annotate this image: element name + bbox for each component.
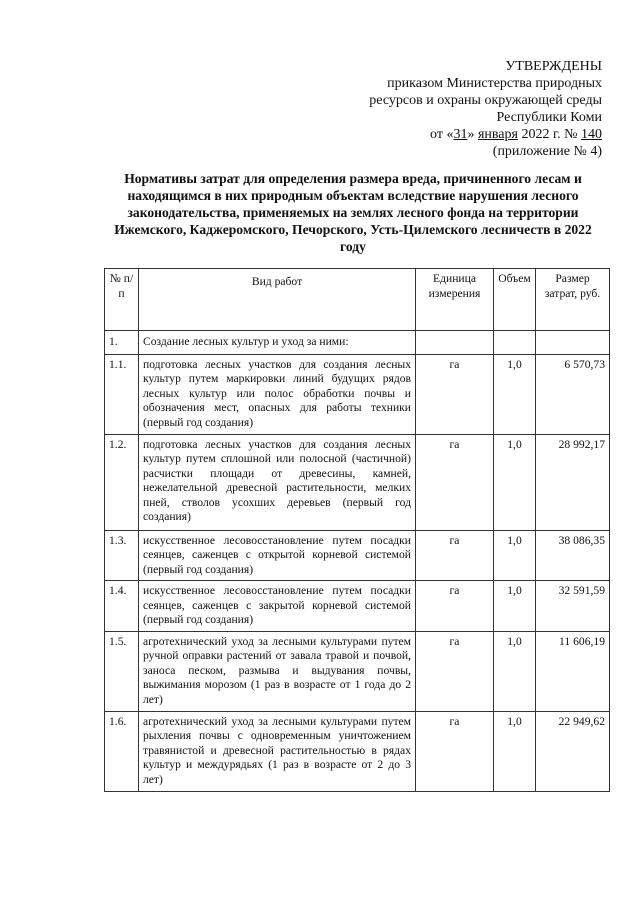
section-title: Создание лесных культур и уход за ними: xyxy=(139,331,416,355)
row-work: подготовка лесных участков для создания лесных культур путем маркировки линий будущих рядов лесных культур или полос обработки почвы и обозначения мест, опасных для работы техники (первый год создания) xyxy=(139,354,416,434)
header-work: Вид работ xyxy=(139,269,416,331)
row-cost: 22 949,62 xyxy=(536,711,610,791)
header-cost: Размер затрат, руб. xyxy=(536,269,610,331)
row-volume: 1,0 xyxy=(494,530,536,581)
row-work: агротехнический уход за лесными культурами путем рыхления почвы с одновременным уничтожением травянистой и древесной растительностью в рядах культур и междурядьях (1 раз в возрасте от 2 до 3 лет) xyxy=(139,711,416,791)
section-row xyxy=(105,331,610,355)
row-work: агротехнический уход за лесными культурами путем ручной оправки растений от завала травой и почвой, заноса песком, размыва и выдувания почвы, выжимания морозом (1 раз в возрасте от 1 года до 2 лет) xyxy=(139,631,416,711)
section-cost xyxy=(536,331,610,355)
row-work: искусственное лесовосстановление путем посадки сеянцев, саженцев с закрытой корневой системой (первый год создания) xyxy=(139,581,416,632)
table-row xyxy=(105,434,610,530)
approval-line-2: ресурсов и охраны окружающей среды xyxy=(369,93,602,108)
row-unit: га xyxy=(416,530,494,581)
row-cost: 6 570,73 xyxy=(536,354,610,434)
table-row xyxy=(105,711,610,791)
row-unit: га xyxy=(416,354,494,434)
approval-line-3: Республики Коми xyxy=(496,110,602,125)
norms-table xyxy=(104,268,610,792)
approval-line-1: приказом Министерства природных xyxy=(387,76,602,91)
row-volume: 1,0 xyxy=(494,354,536,434)
approval-block xyxy=(302,58,602,160)
approval-heading: УТВЕРЖДЕНЫ xyxy=(505,59,602,74)
row-cost: 11 606,19 xyxy=(536,631,610,711)
row-unit: га xyxy=(416,631,494,711)
appendix-note: (приложение № 4) xyxy=(492,144,602,159)
row-work: искусственное лесовосстановление путем посадки сеянцев, саженцев с открытой корневой системой (первый год создания) xyxy=(139,530,416,581)
row-volume: 1,0 xyxy=(494,581,536,632)
norms-table-wrapper xyxy=(104,268,609,792)
row-volume: 1,0 xyxy=(494,434,536,530)
table-row xyxy=(105,354,610,434)
header-unit: Единица измерения xyxy=(416,269,494,331)
document-title: Нормативы затрат для определения размера вреда, причиненного лесам и находящимся в них природным объектам вследствие нарушения лесного законодательства, применяемых на землях лесного фонда на территории Ижемского, Каджеромского, Печорского, Усть-Цилемского лесничеств в 2022 году xyxy=(114,171,592,254)
approval-date xyxy=(302,126,602,143)
row-cost: 28 992,17 xyxy=(536,434,610,530)
table-row xyxy=(105,530,610,581)
date-day: 31 xyxy=(453,127,468,142)
section-unit xyxy=(416,331,494,355)
date-prefix: от « xyxy=(430,127,454,142)
row-num: 1.3. xyxy=(105,530,139,581)
section-volume xyxy=(494,331,536,355)
row-unit: га xyxy=(416,581,494,632)
date-month: января xyxy=(477,127,518,142)
row-cost: 32 591,59 xyxy=(536,581,610,632)
row-num: 1.2. xyxy=(105,434,139,530)
row-work: подготовка лесных участков для создания лесных культур путем сплошной или полосной (частичной) расчистки площади от древесины, камней, нежелательной древесной растительности, мелких пней, стволов усохших деревьев (первый год создания) xyxy=(139,434,416,530)
row-cost: 38 086,35 xyxy=(536,530,610,581)
header-num: № п/п xyxy=(105,269,139,331)
section-num: 1. xyxy=(105,331,139,355)
date-mid: » xyxy=(467,127,478,142)
row-num: 1.6. xyxy=(105,711,139,791)
row-volume: 1,0 xyxy=(494,631,536,711)
table-header-row xyxy=(105,269,610,331)
row-unit: га xyxy=(416,711,494,791)
row-volume: 1,0 xyxy=(494,711,536,791)
table-row xyxy=(105,631,610,711)
row-num: 1.5. xyxy=(105,631,139,711)
row-unit: га xyxy=(416,434,494,530)
order-number: 140 xyxy=(581,127,602,142)
row-num: 1.1. xyxy=(105,354,139,434)
header-volume: Объем xyxy=(494,269,536,331)
date-year: 2022 г. № xyxy=(517,127,581,142)
row-num: 1.4. xyxy=(105,581,139,632)
table-row xyxy=(105,581,610,632)
